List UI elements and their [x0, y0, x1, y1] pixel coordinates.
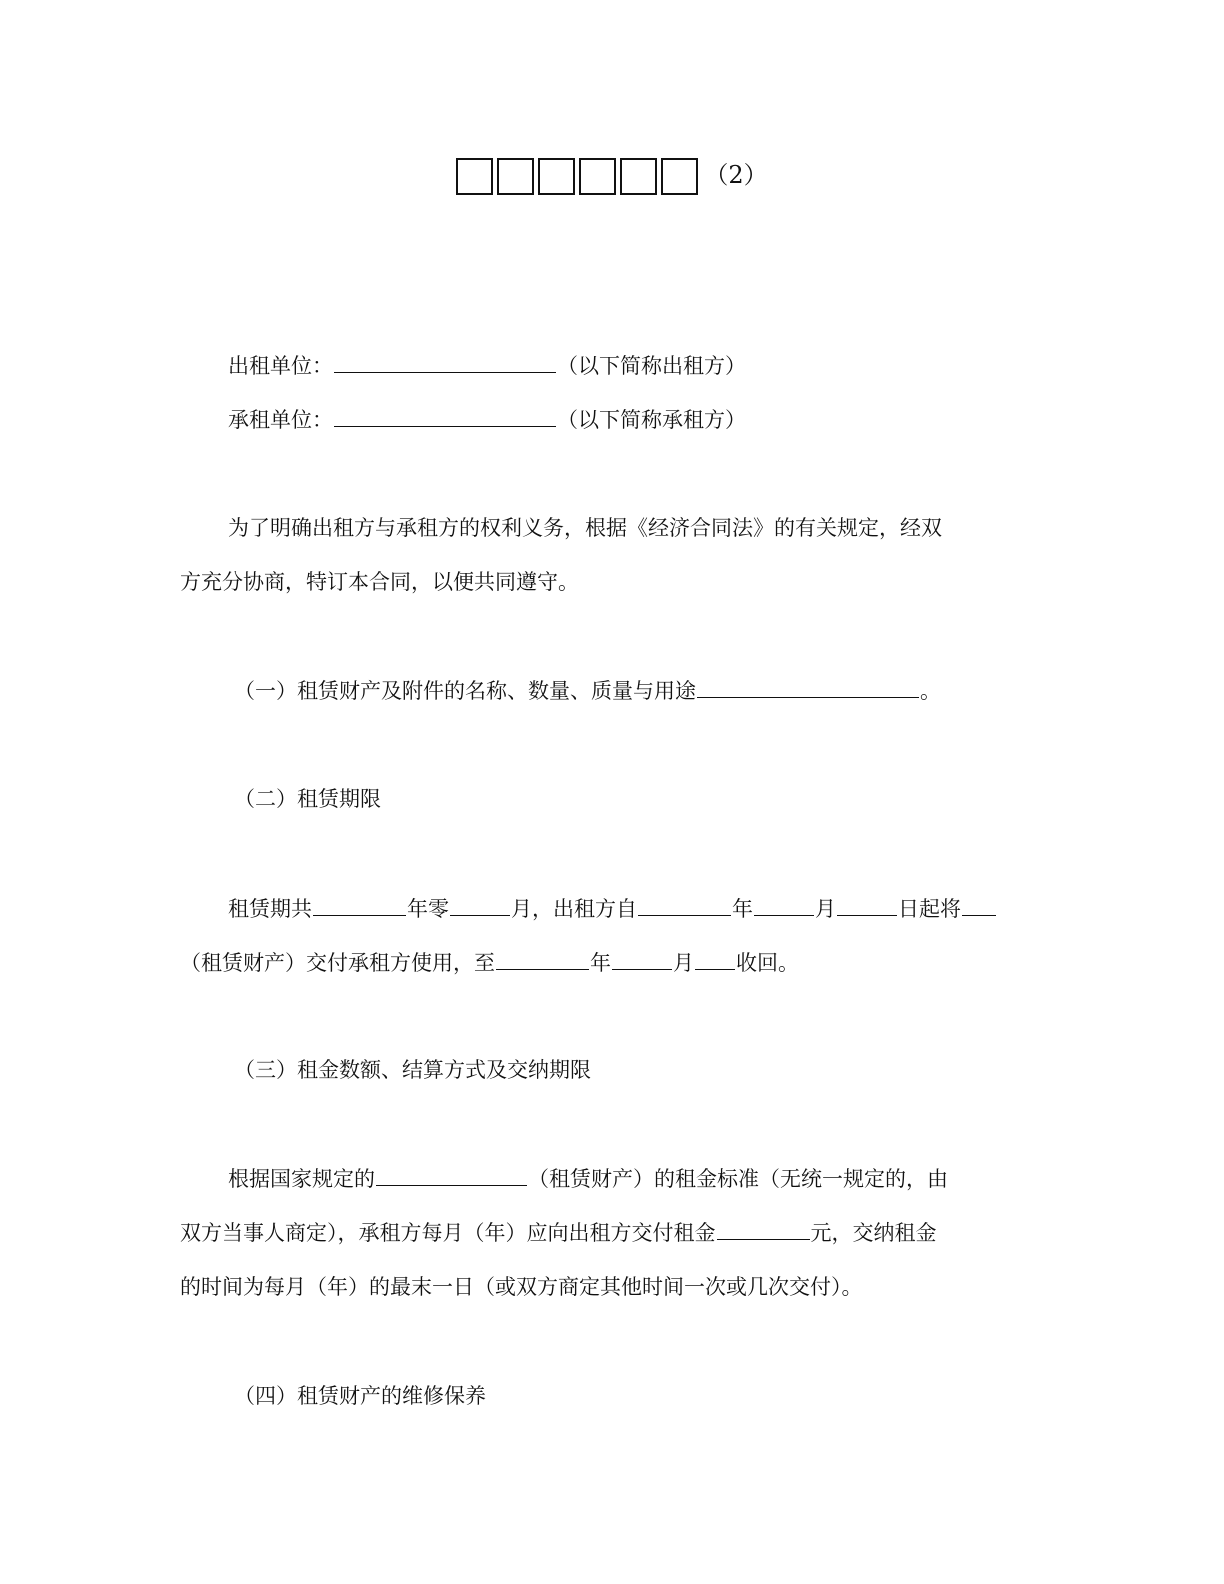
lessee-line	[228, 404, 746, 436]
text-span: 元，交纳租金	[810, 1221, 937, 1245]
section-1-text: （一）租赁财产及附件的名称、数量、质量与用途	[234, 679, 696, 703]
preamble-line-1: 为了明确出租方与承租方的权利义务，根据《经济合同法》的有关规定，经双	[228, 516, 942, 540]
text-span: 年	[590, 951, 611, 975]
missing-glyph-box	[620, 158, 657, 195]
start-month-blank[interactable]	[754, 893, 814, 916]
lease-term-line-1	[228, 893, 997, 925]
text-span: 根据国家规定的	[228, 1167, 375, 1191]
text-span: 年	[732, 897, 753, 921]
document-title	[0, 148, 1224, 200]
start-day-blank[interactable]	[837, 893, 897, 916]
text-span: 月，出租方自	[511, 897, 637, 921]
end-day-blank[interactable]	[695, 947, 735, 970]
preamble-line-2: 方充分协商，特订本合同，以便共同遵守。	[180, 570, 579, 594]
title-missing-glyphs	[456, 150, 702, 200]
missing-glyph-box	[661, 158, 698, 195]
months-blank[interactable]	[450, 893, 510, 916]
lease-term-line-2	[180, 947, 799, 979]
rent-line-1	[228, 1163, 948, 1195]
text-span: 月	[815, 897, 836, 921]
property-blank[interactable]	[962, 893, 996, 916]
lessor-line	[228, 350, 746, 382]
text-span: 日起将	[898, 897, 961, 921]
lessor-note: （以下简称出租方）	[557, 354, 746, 378]
text-span: 租赁期共	[228, 897, 312, 921]
rent-amount-blank[interactable]	[717, 1217, 810, 1240]
section-1-end: 。	[920, 679, 941, 703]
rent-line-2	[180, 1217, 937, 1249]
title-suffix: （2）	[704, 160, 768, 189]
section-1	[234, 675, 941, 707]
missing-glyph-box	[579, 158, 616, 195]
section-1-blank[interactable]	[697, 675, 919, 698]
lessee-blank[interactable]	[334, 404, 556, 427]
missing-glyph-box	[538, 158, 575, 195]
text-span: 月	[673, 951, 694, 975]
lessee-note: （以下简称承租方）	[557, 408, 746, 432]
missing-glyph-box	[497, 158, 534, 195]
text-span: 年零	[407, 897, 449, 921]
end-month-blank[interactable]	[612, 947, 672, 970]
years-blank[interactable]	[313, 893, 406, 916]
text-span: （租赁财产）交付承租方使用，至	[180, 951, 495, 975]
text-span: 收回。	[736, 951, 799, 975]
lessor-label: 出租单位：	[228, 354, 333, 378]
missing-glyph-box	[456, 158, 493, 195]
start-year-blank[interactable]	[638, 893, 731, 916]
section-3-heading: （三）租金数额、结算方式及交纳期限	[234, 1058, 591, 1082]
rent-line-3: 的时间为每月（年）的最末一日（或双方商定其他时间一次或几次交付）。	[180, 1275, 863, 1299]
lessor-blank[interactable]	[334, 350, 556, 373]
end-year-blank[interactable]	[496, 947, 589, 970]
text-span: （租赁财产）的租金标准（无统一规定的，由	[528, 1167, 948, 1191]
rent-property-blank[interactable]	[376, 1163, 527, 1186]
lessee-label: 承租单位：	[228, 408, 333, 432]
section-4-heading: （四）租赁财产的维修保养	[234, 1384, 486, 1408]
section-2-heading: （二）租赁期限	[234, 787, 381, 811]
text-span: 双方当事人商定），承租方每月（年）应向出租方交付租金	[180, 1221, 716, 1245]
